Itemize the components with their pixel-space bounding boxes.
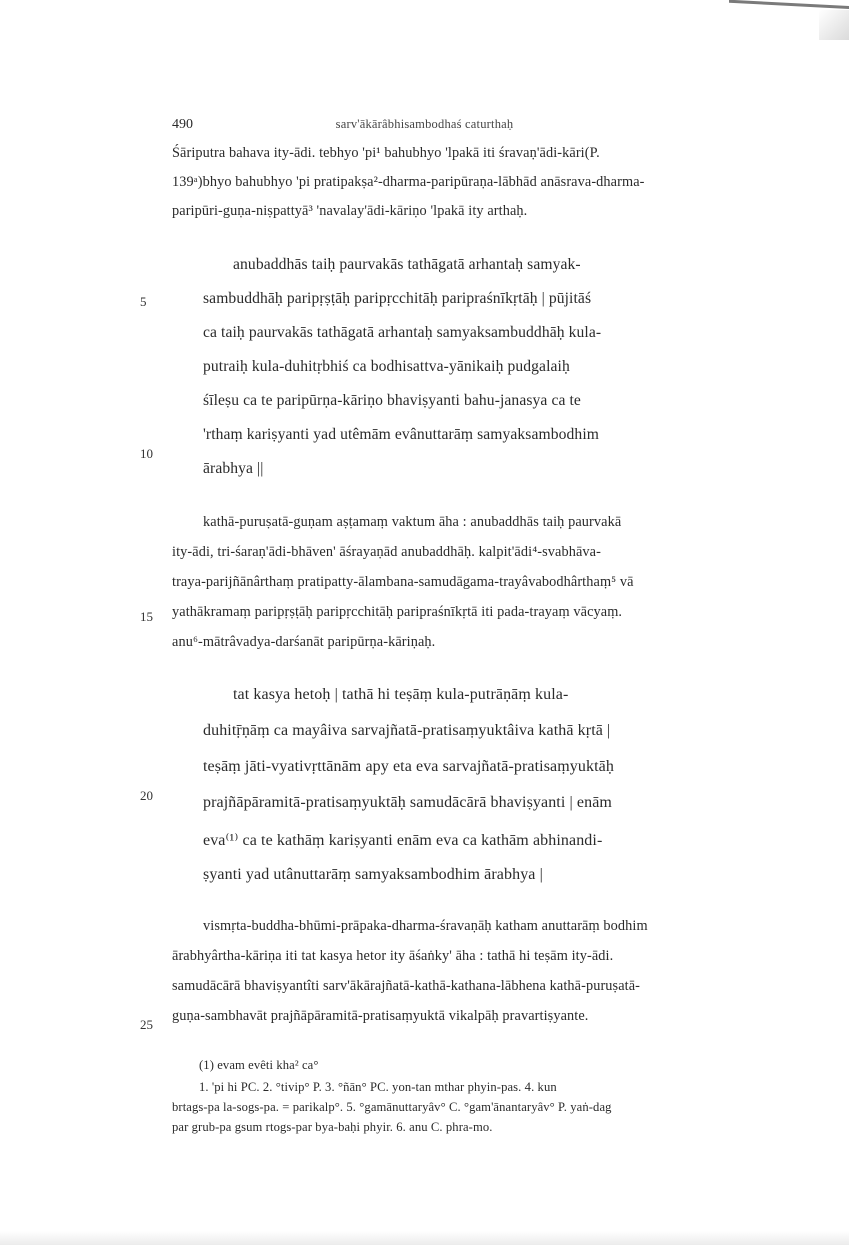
commentary-line: guṇa-sambhavāt prajñāpāramitā-pratisaṃyuktā vikalpāḥ pravartiṣyante. (172, 1008, 589, 1024)
verse-line: eva⁽¹⁾ ca te kathāṃ kariṣyanti enām eva ca kathām abhinandi- (203, 832, 603, 849)
commentary-line: 139ᵃ)bhyo bahubhyo 'pi pratipakṣa²-dharma-paripūraṇa-lābhād anāsrava-dharma- (172, 174, 645, 190)
commentary-line: ity-ādi, tri-śaraṇ'ādi-bhāven' āśrayaṇād anubaddhāḥ. kalpit'ādi⁴-svabhāva- (172, 544, 601, 560)
commentary-line: paripūri-guṇa-niṣpattyā³ 'navalay'ādi-kāriṇo 'lpakā ity arthaḥ. (172, 203, 528, 219)
verse-line: ārabhya || (203, 460, 264, 477)
verse-line: prajñāpāramitā-pratisaṃyuktāḥ samudācārā bhaviṣyanti | enām (203, 794, 612, 811)
commentary-line: yathākramaṃ paripṛṣṭāḥ paripṛcchitāḥ paripraśnīkṛtā iti pada-trayaṃ vācyaṃ. (172, 604, 623, 620)
footnote-line: 1. 'pi hi PC. 2. °tivip° P. 3. °ñān° PC. yon-tan mthar phyin-pas. 4. kun (199, 1080, 557, 1094)
commentary-line: Śāriputra bahava ity-ādi. tebhyo 'pi¹ bahubhyo 'lpakā iti śravaṇ'ādi-kāri(P. (172, 145, 600, 161)
page-header (0, 117, 849, 137)
line-number: 15 (140, 609, 153, 624)
line-number: 25 (140, 1017, 153, 1032)
verse-line: 'rthaṃ kariṣyanti yad utêmām evânuttarāṃ samyaksambodhim (203, 426, 599, 443)
verse-line: duhitṝṇāṃ ca mayâiva sarvajñatā-pratisaṃyuktâiva kathā kṛtā | (203, 722, 611, 739)
commentary-line: traya-parijñānârthaṃ pratipatty-ālambana-samudāgama-trayâvabodhârthaṃ⁵ vā (172, 574, 634, 590)
verse-line: anubaddhās taiḥ paurvakās tathāgatā arhantaḥ samyak- (233, 256, 581, 273)
verse-line: ṣyanti yad utânuttarāṃ samyaksambodhim ārabhya | (203, 866, 543, 883)
commentary-line: kathā-puruṣatā-guṇam aṣṭamaṃ vaktum āha : anubaddhās taiḥ paurvakā (203, 514, 622, 530)
page-number: 490 (172, 117, 193, 132)
commentary-line: ārabhyârtha-kāriṇa iti tat kasya hetor ity āśaṅky' āha : tathā hi teṣām ity-ādi. (172, 948, 614, 964)
line-number: 20 (140, 788, 153, 803)
line-number: 10 (140, 446, 153, 461)
running-title: sarv'ākārâbhisambodhaś caturthaḥ (335, 117, 514, 131)
verse-line: teṣāṃ jāti-vyativṛttānām apy eta eva sarvajñatā-pratisaṃyuktāḥ (203, 758, 614, 775)
commentary-line: anu⁶-mātrâvadya-darśanāt paripūrṇa-kāriṇaḥ. (172, 634, 436, 650)
scan-corner-shadow (819, 10, 849, 40)
footnote-line: par grub-pa gsum rtogs-par bya-baḥi phyir. 6. anu C. phra-mo. (172, 1120, 493, 1134)
verse-line: śīleṣu ca te paripūrṇa-kāriṇo bhaviṣyanti bahu-janasya ca te (203, 392, 581, 409)
footnote-line: (1) evam evêti kha² ca° (199, 1058, 319, 1072)
commentary-line: vismṛta-buddha-bhūmi-prāpaka-dharma-śravaṇāḥ katham anuttarāṃ bodhim (203, 918, 648, 934)
verse-line: sambuddhāḥ paripṛṣṭāḥ paripṛcchitāḥ paripraśnīkṛtāḥ | pūjitāś (203, 290, 592, 307)
commentary-line: samudācārā bhaviṣyantîti sarv'ākārajñatā-kathā-kathana-lābhena kathā-puruṣatā- (172, 978, 641, 994)
verse-line: ca taiḥ paurvakās tathāgatā arhantaḥ samyaksambuddhāḥ kula- (203, 324, 602, 341)
footnote-line: brtags-pa la-sogs-pa. = parikalp°. 5. °gamānuttaryâv° C. °gam'ānantaryâv° P. yaṅ-dag (172, 1100, 612, 1114)
verse-line: tat kasya hetoḥ | tathā hi teṣāṃ kula-putrāṇāṃ kula- (233, 686, 569, 703)
verse-line: putraiḥ kula-duhitṛbhiś ca bodhisattva-yānikaiḥ pudgalaiḥ (203, 358, 570, 375)
line-number: 5 (140, 294, 147, 309)
scan-bottom-edge (0, 1231, 849, 1245)
